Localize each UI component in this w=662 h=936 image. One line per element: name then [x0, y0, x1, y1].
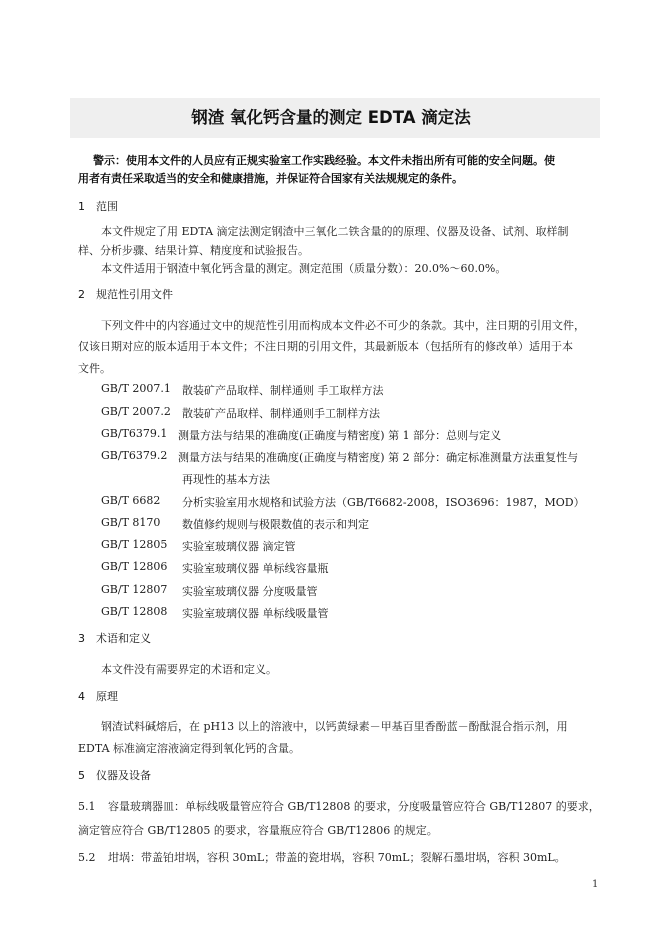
section-title: 范围: [96, 200, 118, 213]
reference-code: GB/T 6682: [101, 494, 161, 507]
reference-title-continuation: 再现性的基本方法: [182, 473, 270, 486]
reference-title: 散装矿产品取样、制样通则 手工取样方法: [182, 384, 384, 397]
reference-code: GB/T 2007.2: [101, 405, 171, 418]
section-number: 4: [78, 690, 85, 703]
section-3-heading: [78, 630, 151, 646]
reference-title: 实验室玻璃仪器 单标线吸量管: [182, 607, 329, 620]
reference-code: GB/T 12807: [101, 583, 168, 596]
item-number: 5.1: [78, 800, 96, 813]
item-number: 5.2: [78, 851, 96, 864]
section-1-paragraph-line-1: 本文件规定了用 EDTA 滴定法测定钢渣中三氧化二铁含量的的原理、仪器及设备、试剂、取样制: [101, 225, 569, 238]
reference-code: GB/T 12805: [101, 538, 168, 551]
section-2-paragraph-line-3: 文件。: [78, 362, 111, 375]
document-title: 钢渣 氧化钙含量的测定 EDTA 滴定法: [191, 108, 471, 127]
section-2-paragraph-line-1: 下列文件中的内容通过文中的规范性引用而构成本文件必不可少的条款。其中，注日期的引用文件，: [101, 319, 585, 332]
reference-title: 分析实验室用水规格和试验方法（GB/T6682-2008，ISO3696：1987，MOD）: [182, 496, 585, 509]
reference-code: GB/T6379.2: [101, 449, 168, 462]
warning-line-1: 警示：使用本文件的人员应有正规实验室工作实践经验。本文件未指出所有可能的安全问题。使: [93, 154, 555, 167]
reference-code: GB/T 12808: [101, 605, 168, 618]
section-3-paragraph: 本文件没有需要界定的术语和定义。: [101, 663, 277, 676]
section-title: 术语和定义: [96, 632, 151, 645]
section-number: 3: [78, 632, 85, 645]
section-1-heading: [78, 198, 118, 214]
reference-title: 实验室玻璃仪器 滴定管: [182, 540, 296, 553]
item-5-1-line-1: [78, 798, 600, 814]
reference-title: 数值修约规则与极限数值的表示和判定: [182, 518, 369, 531]
section-number: 2: [78, 288, 85, 301]
reference-title: 测量方法与结果的准确度(正确度与精密度) 第 1 部分：总则与定义: [178, 429, 502, 442]
section-2-heading: [78, 286, 173, 302]
item-text: 坩埚：带盖铂坩埚，容积 30mL；带盖的瓷坩埚，容积 70mL；裂解石墨坩埚，容积 30mL。: [108, 851, 566, 864]
section-number: 1: [78, 200, 85, 213]
reference-title: 散装矿产品取样、制样通则手工制样方法: [182, 407, 380, 420]
page-number: 1: [592, 879, 599, 890]
section-5-heading: [78, 767, 151, 783]
reference-code: GB/T 2007.1: [101, 382, 171, 395]
reference-code: GB/T 12806: [101, 560, 168, 573]
warning-line-2: 用者有责任采取适当的安全和健康措施，并保证符合国家有关法规规定的条件。: [78, 172, 463, 185]
section-title: 仪器及设备: [96, 769, 151, 782]
reference-title: 实验室玻璃仪器 单标线容量瓶: [182, 562, 329, 575]
section-1-paragraph-2: 本文件适用于钢渣中氧化钙含量的测定。测定范围（质量分数）：20.0%～60.0%。: [101, 262, 507, 275]
reference-code: GB/T 8170: [101, 516, 161, 529]
reference-title: 测量方法与结果的准确度(正确度与精密度) 第 2 部分：确定标准测量方法重复性与: [178, 451, 579, 464]
section-title: 原理: [96, 690, 118, 703]
item-5-2-line-1: [78, 849, 566, 865]
section-number: 5: [78, 769, 85, 782]
section-title: 规范性引用文件: [96, 288, 173, 301]
section-2-paragraph-line-2: 仅该日期对应的版本适用于本文件；不注日期的引用文件，其最新版本（包括所有的修改单）适用于本: [78, 340, 573, 353]
reference-code: GB/T6379.1: [101, 427, 168, 440]
section-4-paragraph-line-2: EDTA 标准滴定溶液滴定得到氧化钙的含量。: [78, 742, 301, 755]
reference-title: 实验室玻璃仪器 分度吸量管: [182, 585, 318, 598]
section-1-paragraph-line-2: 样、分析步骤、结果计算、精度度和试验报告。: [78, 244, 309, 257]
item-text: 容量玻璃器皿：单标线吸量管应符合 GB/T12808 的要求，分度吸量管应符合 GB/T12807 的要求，: [108, 800, 600, 813]
section-4-heading: [78, 688, 118, 704]
item-5-1-line-2: 滴定管应符合 GB/T12805 的要求，容量瓶应符合 GB/T12806 的规定。: [78, 824, 438, 837]
section-4-paragraph-line-1: 钢渣试料碱熔后，在 pH13 以上的溶液中，以钙黄绿素－甲基百里香酚蓝－酚酞混合指示剂，用: [101, 720, 568, 733]
